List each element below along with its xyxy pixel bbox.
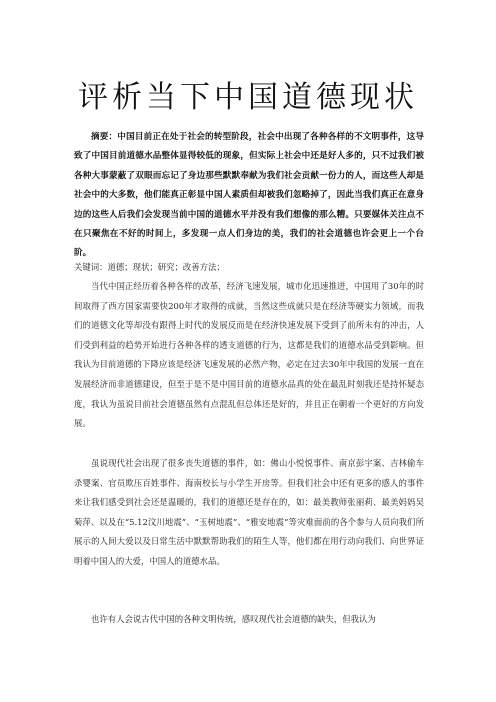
- body-paragraph: 也许有人会说古代中国的各种文明传统，感叹现代社会道德的缺失，但我认为: [91, 614, 376, 624]
- body-paragraph: 当代中国正经历着各种各样的改革，经济飞速发展，城市化迅速推进，中国用了30年的时间取得了西方国家需要快200年才取得的成就，当然这些成就只是在经济等硬实力领域，而我们的道德文化等却没有跟得上时代的发展反而是在经济快速发展下受到了前所未有的冲击，人们受到利益的趋势开始进行各种各样的透支道德的行为，这都是我们的道德水品受到影响。但我认为目前道德的下降应该是经济飞速发展的必然产物，必定在过去30年中我国的发展一直在发展经济而非道德建设，但至于是不是中国目前的道德水品真的处在最乱时刻我还是持怀疑态度，我认为虽说目前社会道德虽然有点混乱但总体还是好的，并且正在朝着一个更好的方向发展。: [74, 281, 424, 429]
- abstract-paragraph: 摘要：中国目前正在处于社会的转型阶段，社会中出现了各种各样的不文明事件，这导致了中国目前道德水品整体显得较低的现象，但实际上社会中还是好人多的，只不过我们被各种大事蒙蔽了双眼而忘记了身边那些默默奉献为我们社会贡献一份力的人，而这些人却是社会中的大多数，他们能真正彰显中国人素质但却被我们忽略掉了，因此当我们真正在意身边的这些人后我们会发现当前中国的道德水平并没有我们想像的那么糟。只要媒体关注点不在只聚焦在不好的时间上，多发现一点人们身边的美，我们的社会道德也许会更上一个台阶。: [74, 132, 424, 259]
- body-paragraph: 虽说现代社会出现了很多丧失道德的事件，如：佛山小悦悦事件、南京彭宇案、吉林偷车杀婴案、官员欺压百姓事件、海南校长与小学生开房等。但我们社会中还有更多的感人的事件来让我们感受到社会还是温暖的，我们的道德还是存在的，如：最美教师张丽莉、最美妈妈吴菊萍、以及在“5.12汶川地震”、“玉树地震”、“雅安地震”等灾难面前的各个参与人员向我们所展示的人间大爱以及日常生活中默默帮助我们的陌生人等，他们都在用行动向我们、向世界证明着中国人的大爱，中国人的道德水品。: [74, 458, 424, 566]
- keywords-line: 关键词：道德；现状；研究；改善方法；: [74, 262, 225, 272]
- document-title: 评析当下中国道德现状: [78, 80, 418, 115]
